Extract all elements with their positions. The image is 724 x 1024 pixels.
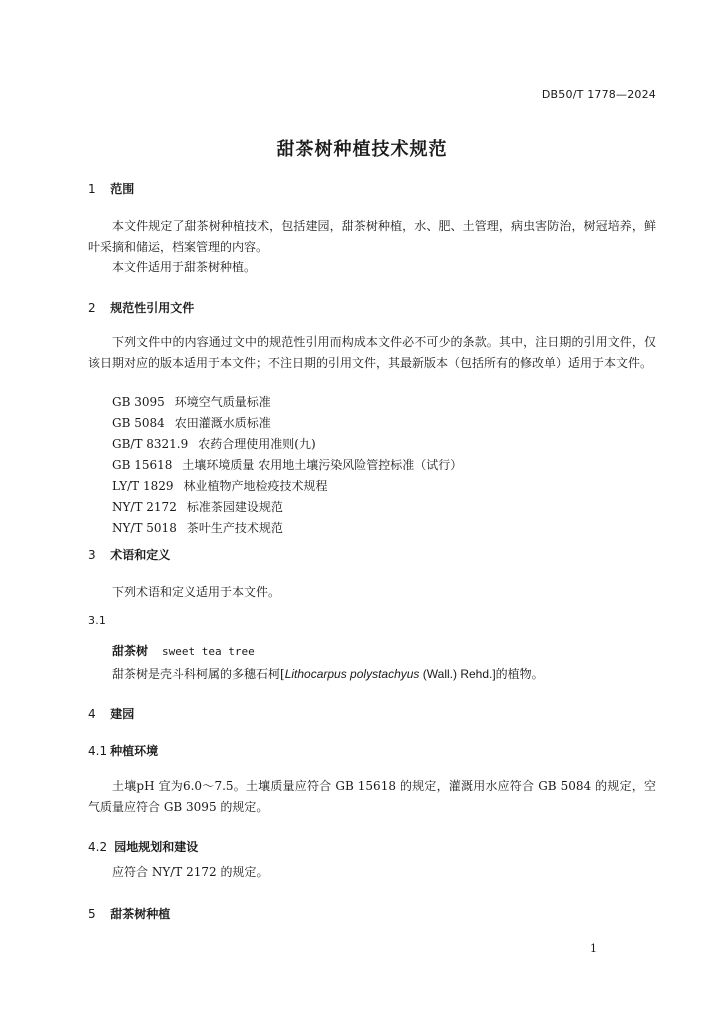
section-3-paragraph: 下列术语和定义适用于本文件。 [112, 585, 281, 599]
document-title: 甜茶树种植技术规范 [276, 139, 448, 160]
section-number: 1 [88, 182, 96, 196]
section-number: 4.2 [88, 840, 108, 854]
section-title: 术语和定义 [110, 548, 171, 562]
reference-item [112, 435, 316, 452]
section-1-paragraph-2: 本文件适用于甜茶树种植。 [112, 260, 257, 274]
latin-name: Lithocarpus polystachyus [284, 667, 420, 681]
section-2-paragraph: 下列文件中的内容通过文中的规范性引用而构成本文件必不可少的条款。其中，注日期的引用文件，仅该日期对应的版本适用于本文件；不注日期的引用文件，其最新版本（包括所有的修改单）适用于本文件。 [88, 335, 656, 370]
reference-code: LY/T 1829 [112, 479, 174, 493]
reference-item [112, 519, 283, 536]
section-3-heading [88, 546, 170, 563]
document-code: DB50/T 1778—2024 [541, 88, 656, 101]
section-number: 3 [88, 548, 96, 562]
section-title: 种植环境 [110, 744, 159, 758]
reference-code: GB/T 8321.9 [112, 437, 189, 451]
section-number: 5 [88, 907, 96, 921]
section-number: 4.1 [88, 744, 108, 758]
definition-text-end: (Wall.) Rehd.]的植物。 [419, 667, 544, 681]
term-entry [112, 640, 255, 659]
reference-name: 环境空气质量标准 [174, 395, 271, 409]
section-number: 4 [88, 707, 96, 721]
reference-name: 林业植物产地检疫技术规程 [183, 479, 328, 493]
definition-text: 甜茶树是壳斗科柯属的多穗石柯[ [112, 667, 285, 681]
reference-code: NY/T 5018 [112, 521, 177, 535]
section-4-1-paragraph: 土壤pH 宜为6.0～7.5。土壤质量应符合 GB 15618 的规定，灌溉用水应符合 GB 5084 的规定，空气质量应符合 GB 3095 的规定。 [88, 779, 656, 814]
reference-item [112, 456, 462, 473]
term-english: sweet tea tree [162, 645, 255, 658]
section-number: 2 [88, 301, 96, 315]
reference-item [112, 498, 283, 515]
reference-name: 土壤环境质量 农用地土壤污染风险管控标准（试行） [182, 458, 463, 472]
reference-name: 茶叶生产技术规范 [186, 521, 283, 535]
section-1-paragraph-1: 本文件规定了甜茶树种植技术，包括建园，甜茶树种植，水、肥、土管理，病虫害防治，树冠培养，鲜叶采摘和储运，档案管理的内容。 [88, 219, 656, 254]
page-number: 1 [590, 942, 597, 955]
reference-code: GB 15618 [112, 458, 173, 472]
term-chinese: 甜茶树 [112, 644, 149, 658]
subsection-number: 3.1 [88, 614, 107, 627]
reference-item [112, 414, 271, 431]
section-4-2-paragraph: 应符合 NY/T 2172 的规定。 [112, 865, 269, 879]
section-title: 园地规划和建设 [114, 840, 199, 854]
reference-item [112, 393, 271, 410]
reference-code: GB 3095 [112, 395, 165, 409]
section-2-heading [88, 299, 194, 316]
reference-name: 标准茶园建设规范 [186, 500, 283, 514]
reference-code: GB 5084 [112, 416, 165, 430]
section-4-2-heading [88, 838, 198, 855]
section-4-1-heading [88, 742, 158, 759]
reference-code: NY/T 2172 [112, 500, 177, 514]
reference-name: 农田灌溉水质标准 [174, 416, 271, 430]
term-definition [112, 664, 544, 685]
section-5-heading [88, 905, 170, 922]
section-title: 范围 [110, 182, 135, 196]
section-4-heading [88, 705, 134, 722]
section-title: 规范性引用文件 [110, 301, 195, 315]
section-title: 甜茶树种植 [110, 907, 171, 921]
section-1-heading [88, 180, 134, 197]
section-title: 建园 [110, 707, 135, 721]
reference-name: 农药合理使用准则(九) [198, 437, 316, 451]
reference-item [112, 477, 328, 494]
